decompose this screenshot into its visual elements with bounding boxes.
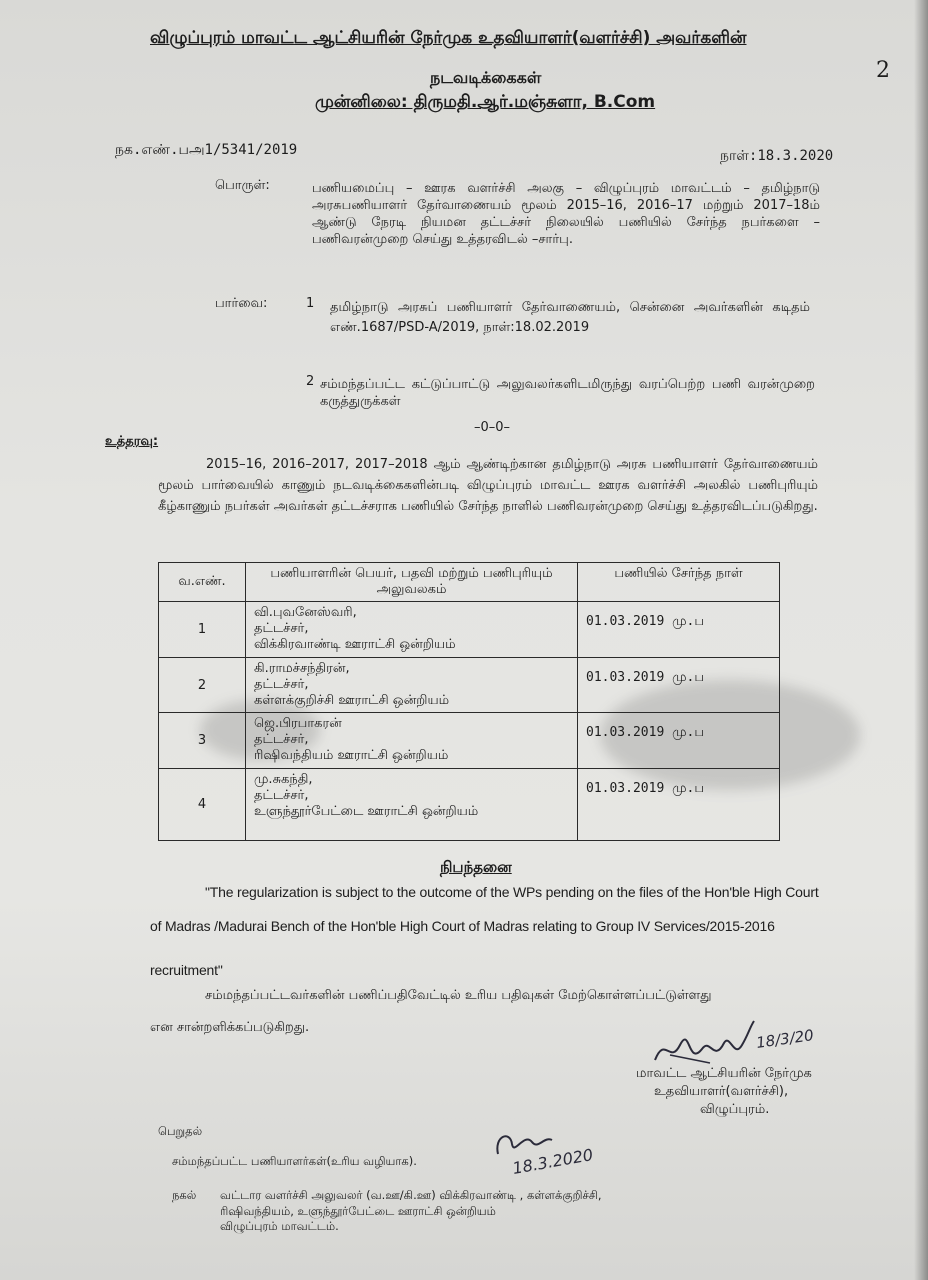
receipt-date: 18.3.2020 bbox=[510, 1145, 595, 1178]
employee-post: தட்டச்சர், bbox=[254, 621, 309, 636]
employee-post: தட்டச்சர், bbox=[254, 677, 309, 692]
copy-line-2: ரிஷிவந்தியம், உளுந்தூர்பேட்டை ஊராட்சி ஒன்றியம் bbox=[220, 1204, 496, 1218]
row-serial: 4 bbox=[159, 769, 246, 841]
row-employee-cell bbox=[246, 769, 578, 841]
row-employee-cell bbox=[246, 602, 578, 658]
join-date: 01.03.2019 மு.ப bbox=[578, 769, 780, 841]
recipient-line: சம்மந்தப்பட்ட பணியாளர்கள்(உரிய வழியாக). bbox=[172, 1154, 417, 1168]
row-serial: 2 bbox=[159, 658, 246, 713]
copy-line-3: விழுப்புரம் மாவட்டம். bbox=[220, 1219, 339, 1233]
subject-text: பணியமைப்பு – ஊரக வளர்ச்சி அலகு – விழுப்புரம் மாவட்டம் – தமிழ்நாடு அரசுபணியாளர் தேர்வாணையம் மூலம் 2015–16, 2016–17 மற்றும் 2017–18ம் ஆண்டு நேரடி நியமன தட்டச்சர் நிலையில் பணியில் சேர்ந்த நபர்களை – பணிவரன்முறை செய்து உத்தரவிடல் –சார்பு. bbox=[312, 181, 820, 247]
reference-1-number: 1 bbox=[306, 296, 315, 311]
section-separator: –0–0– bbox=[474, 420, 511, 435]
join-date: 01.03.2019 மு.ப bbox=[578, 713, 780, 769]
condition-heading: நிபந்தனை bbox=[440, 858, 512, 876]
employee-name: மு.சுகந்தி, bbox=[254, 772, 313, 787]
employee-office: விக்கிரவாண்டி ஊராட்சி ஒன்றியம் bbox=[254, 637, 456, 652]
column-header-name-post-office: பணியாளரின் பெயர், பதவி மற்றும் பணிபுரியும் அலுவலகம் bbox=[246, 563, 578, 602]
table-row bbox=[159, 658, 780, 713]
signatory-location: விழுப்புரம். bbox=[700, 1102, 770, 1117]
column-header-join-date: பணியில் சேர்ந்த நாள் bbox=[578, 563, 780, 602]
condition-english-line-3: recruitment" bbox=[150, 962, 223, 978]
order-text: 2015–16, 2016–2017, 2017–2018 ஆம் ஆண்டிற்கான தமிழ்நாடு அரசு பணியாளர் தேர்வாணையம் மூலம் பார்வையில் காணும் நடவடிக்கைகளின்படி விழுப்புரம் மாவட்ட ஊரக வளர்ச்சி அலகில் பணிபுரியும் கீழ்காணும் நபர்கள் அவர்கள் தட்டச்சராக பணியில் சேர்ந்த நாளில் பணிவரன்முறை செய்து உத்தரவிடப்படுகிறது. bbox=[158, 457, 818, 514]
table-row bbox=[159, 602, 780, 658]
page-edge-shadow bbox=[914, 0, 928, 1280]
reference-1-text: தமிழ்நாடு அரசுப் பணியாளர் தேர்வாணையம், சென்னை அவர்களின் கடிதம் எண்.1687/PSD-A/2019, நாள்:18.02.2019 bbox=[330, 300, 810, 335]
condition-english-line-1: "The regularization is subject to the outcome of the WPs pending on the files of the Hon'ble High Court bbox=[205, 884, 819, 900]
presiding-officer: முன்னிலை: திருமதி.ஆர்.மஞ்சுளா, B.Com bbox=[315, 92, 656, 112]
row-serial: 1 bbox=[159, 602, 246, 658]
employee-name: ஜெ.பிரபாகரன் bbox=[254, 716, 342, 731]
reference-number: நக.எண்.பஅ1/5341/2019 bbox=[115, 142, 298, 158]
employee-office: உளுந்தூர்பேட்டை ஊராட்சி ஒன்றியம் bbox=[254, 804, 479, 819]
signatory-designation-line-2: உதவியாளர்(வளர்ச்சி), bbox=[654, 1084, 789, 1099]
employee-name: வி.புவனேஸ்வரி, bbox=[254, 605, 357, 620]
employee-post: தட்டச்சர், bbox=[254, 788, 309, 803]
employee-office: கள்ளக்குறிச்சி ஊராட்சி ஒன்றியம் bbox=[254, 693, 450, 708]
employee-post: தட்டச்சர், bbox=[254, 732, 309, 747]
order-label: உத்தரவு: bbox=[105, 434, 159, 449]
recipient-label: பெறுதல் bbox=[158, 1124, 203, 1138]
document-subtitle: நடவடிக்கைகள் bbox=[430, 68, 542, 87]
staff-table bbox=[158, 562, 780, 841]
copy-label: நகல் bbox=[172, 1188, 197, 1202]
reference-2-number: 2 bbox=[306, 374, 315, 389]
row-serial: 3 bbox=[159, 713, 246, 769]
row-employee-cell bbox=[246, 658, 578, 713]
page-number: 2 bbox=[876, 58, 890, 83]
join-date: 01.03.2019 மு.ப bbox=[578, 658, 780, 713]
join-date: 01.03.2019 மு.ப bbox=[578, 602, 780, 658]
employee-office: ரிஷிவந்தியம் ஊராட்சி ஒன்றியம் bbox=[254, 748, 449, 763]
copy-line-1: வட்டார வளர்ச்சி அலுவலர் (வ.ஊ/கி.ஊ) விக்கிரவாண்டி , கள்ளக்குறிச்சி, bbox=[220, 1188, 602, 1202]
subject-label: பொருள்: bbox=[215, 178, 270, 193]
document-title: விழுப்புரம் மாவட்ட ஆட்சியரின் நேர்முக உதவியாளர்(வளர்ச்சி) அவர்களின் bbox=[150, 28, 747, 48]
row-employee-cell bbox=[246, 713, 578, 769]
column-header-serial: வ.எண். bbox=[159, 563, 246, 602]
condition-english-line-2: of Madras /Madurai Bench of the Hon'ble High Court of Madras relating to Group IV Services/2015-2016 bbox=[150, 918, 775, 934]
table-row bbox=[159, 769, 780, 841]
signature-date: 18/3/20 bbox=[755, 1026, 815, 1052]
table-row bbox=[159, 713, 780, 769]
references-label: பார்வை: bbox=[215, 296, 268, 311]
employee-name: கி.ராமச்சந்திரன், bbox=[254, 661, 350, 676]
signatory-designation-line-1: மாவட்ட ஆட்சியரின் நேர்முக bbox=[636, 1066, 812, 1081]
condition-tamil-line-1: சம்மந்தப்பட்டவர்களின் பணிப்பதிவேட்டில் உரிய பதிவுகள் மேற்கொள்ளப்பட்டுள்ளது bbox=[205, 988, 712, 1003]
reference-2-text: சம்மந்தப்பட்ட கட்டுப்பாட்டு அலுவலர்களிடமிருந்து வரப்பெற்ற பணி வரன்முறை கருத்துருக்கள் bbox=[320, 377, 815, 409]
document-date: நாள்:18.3.2020 bbox=[720, 148, 834, 164]
table-header-row bbox=[159, 563, 780, 602]
condition-tamil-line-2: என சான்றளிக்கப்படுகிறது. bbox=[150, 1020, 310, 1035]
